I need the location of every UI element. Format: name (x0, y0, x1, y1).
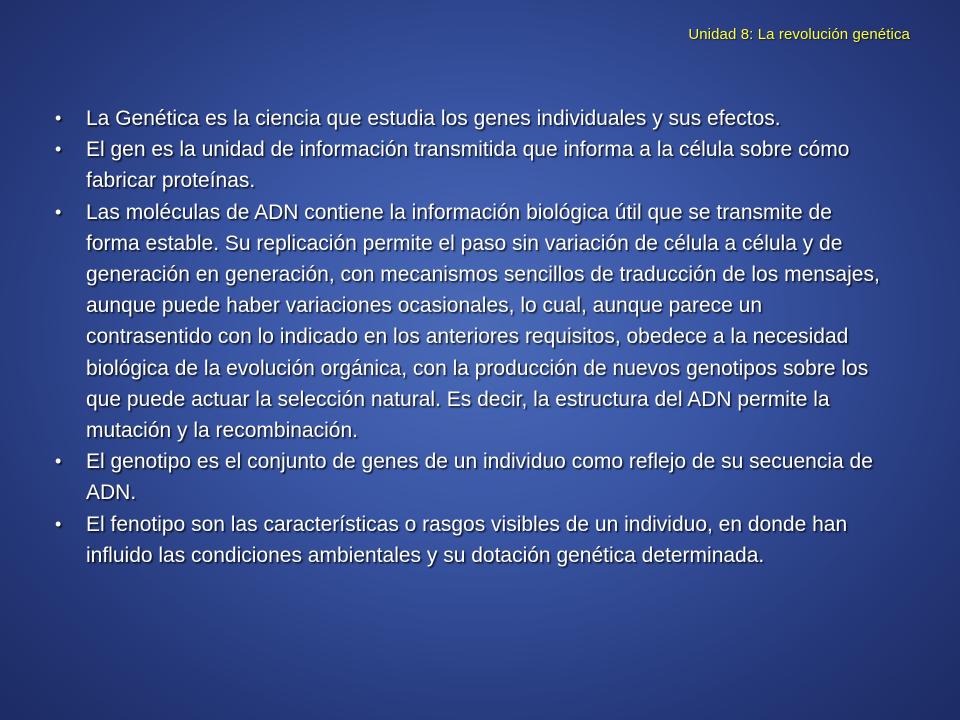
bullet-list (52, 103, 890, 571)
bullet-dot-icon: • (55, 108, 62, 128)
bullet-text: El gen es la unidad de información transmitida que informa a la célula sobre cómo fabricar proteínas. (86, 138, 850, 193)
bullet-text: El fenotipo son las características o rasgos visibles de un individuo, en donde han influido las condiciones ambientales y su dotación genética determinada. (86, 512, 848, 567)
bullet-item (52, 103, 890, 134)
bullet-item (52, 197, 890, 447)
bullet-item (52, 446, 890, 508)
bullet-item (52, 509, 890, 571)
bullet-text: La Genética es la ciencia que estudia los genes individuales y sus efectos. (86, 107, 781, 130)
bullet-text: El genotipo es el conjunto de genes de un individuo como reflejo de su secuencia de ADN. (86, 450, 873, 505)
slide-header-title: Unidad 8: La revolución genética (688, 26, 910, 43)
bullet-text: Las moléculas de ADN contiene la información biológica útil que se transmite de forma estable. Su replicación permite el paso sin variación de célula a célula y de generación en generación, con mecanismos sencillos de traducción de los mensajes, aunque puede haber variaciones ocasionales, lo cual, aunque parece un contrasentido con lo indicado en los anteriores requisitos, obedece a la necesidad biológica de la evolución orgánica, con la producción de nuevos genotipos sobre los que puede actuar la selección natural. Es decir, la estructura del ADN permite la mutación y la recombinación. (86, 200, 880, 443)
bullet-dot-icon: • (55, 451, 62, 472)
bullet-dot-icon: • (55, 201, 62, 222)
bullet-dot-icon: • (55, 139, 62, 160)
bullet-dot-icon: • (55, 513, 62, 534)
bullet-item (52, 134, 890, 196)
